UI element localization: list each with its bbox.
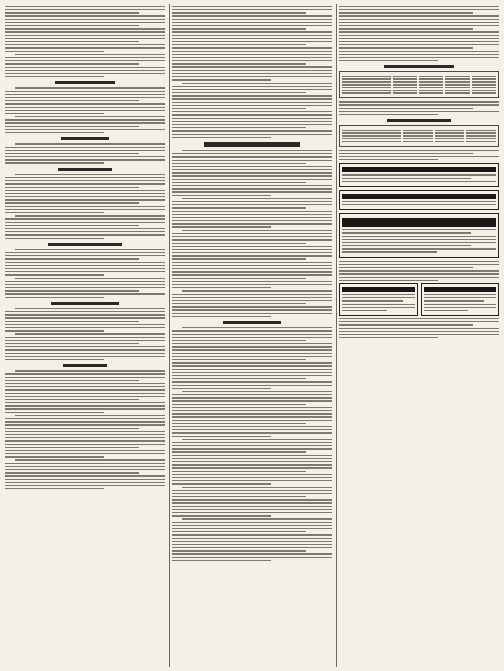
- article-text: [5, 6, 165, 52]
- article-text: [172, 6, 332, 81]
- column-2: [172, 4, 332, 667]
- section-heading: [5, 364, 165, 367]
- section-heading: [5, 243, 165, 246]
- section-heading: [5, 81, 165, 84]
- article-text: [339, 101, 499, 115]
- article-text: [5, 370, 165, 489]
- article-text: [5, 249, 165, 298]
- section-heading: [339, 65, 499, 68]
- article-text: [5, 174, 165, 239]
- article-text: [5, 308, 165, 360]
- advertisement-group: [339, 283, 499, 316]
- article-text: [339, 6, 499, 61]
- section-heading: [5, 168, 165, 171]
- section-heading: [172, 321, 332, 324]
- article-text: [172, 230, 332, 317]
- article-text: [5, 143, 165, 163]
- article-text: [172, 150, 332, 228]
- article-text: [5, 54, 165, 78]
- section-heading: [339, 119, 499, 122]
- advertisement: [421, 283, 500, 316]
- article-text: [172, 327, 332, 561]
- advertisement: [339, 213, 499, 258]
- data-table: [339, 71, 499, 98]
- article-text: [172, 83, 332, 138]
- advertisement: [339, 283, 418, 316]
- article-text: [339, 261, 499, 281]
- advertisement: [339, 163, 499, 186]
- section-heading: [5, 302, 165, 305]
- advertisement: [339, 190, 499, 210]
- article-text: [339, 318, 499, 338]
- column-1: [5, 4, 165, 667]
- column-3: [339, 4, 499, 667]
- column-rule: [169, 4, 170, 667]
- article-text: [339, 150, 499, 161]
- section-heading: [172, 142, 332, 147]
- column-rule: [336, 4, 337, 667]
- section-heading: [5, 137, 165, 140]
- article-text: [5, 87, 165, 133]
- data-table: [339, 125, 499, 146]
